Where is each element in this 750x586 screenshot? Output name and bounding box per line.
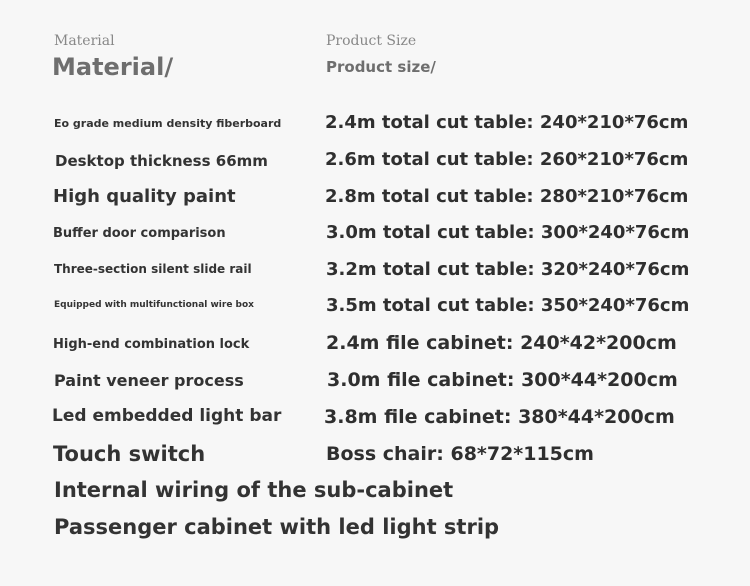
size-item: 3.0m total cut table: 300*240*76cm — [326, 222, 690, 243]
material-header: Material/ — [52, 53, 174, 81]
material-item: Buffer door comparison — [53, 226, 226, 241]
material-item: High quality paint — [53, 186, 236, 207]
size-item: 3.2m total cut table: 320*240*76cm — [326, 259, 690, 280]
size-item: 2.8m total cut table: 280*210*76cm — [325, 186, 689, 207]
material-item: High-end combination lock — [53, 337, 250, 352]
material-item: Passenger cabinet with led light strip — [54, 515, 500, 539]
material-item: Led embedded light bar — [52, 406, 282, 426]
size-item: 3.8m file cabinet: 380*44*200cm — [324, 406, 675, 428]
size-item: 2.4m total cut table: 240*210*76cm — [325, 112, 689, 133]
material-item: Internal wiring of the sub-cabinet — [54, 478, 454, 502]
size-item: 2.4m file cabinet: 240*42*200cm — [326, 332, 677, 354]
material-item: Equipped with multifunctional wire box — [54, 300, 254, 310]
material-item: Three-section silent slide rail — [54, 262, 252, 276]
size-item: Boss chair: 68*72*115cm — [326, 443, 594, 465]
material-item: Paint veneer process — [54, 371, 244, 390]
product-size-header-small: Product Size — [326, 33, 417, 49]
material-item: Desktop thickness 66mm — [55, 152, 268, 170]
material-item: Eo grade medium density fiberboard — [54, 117, 282, 130]
material-header-small: Material — [54, 33, 115, 49]
product-size-header: Product size/ — [326, 58, 436, 76]
size-item: 2.6m total cut table: 260*210*76cm — [325, 149, 689, 170]
material-item: Touch switch — [53, 442, 206, 466]
size-item: 3.5m total cut table: 350*240*76cm — [326, 295, 690, 316]
size-item: 3.0m file cabinet: 300*44*200cm — [327, 369, 678, 391]
